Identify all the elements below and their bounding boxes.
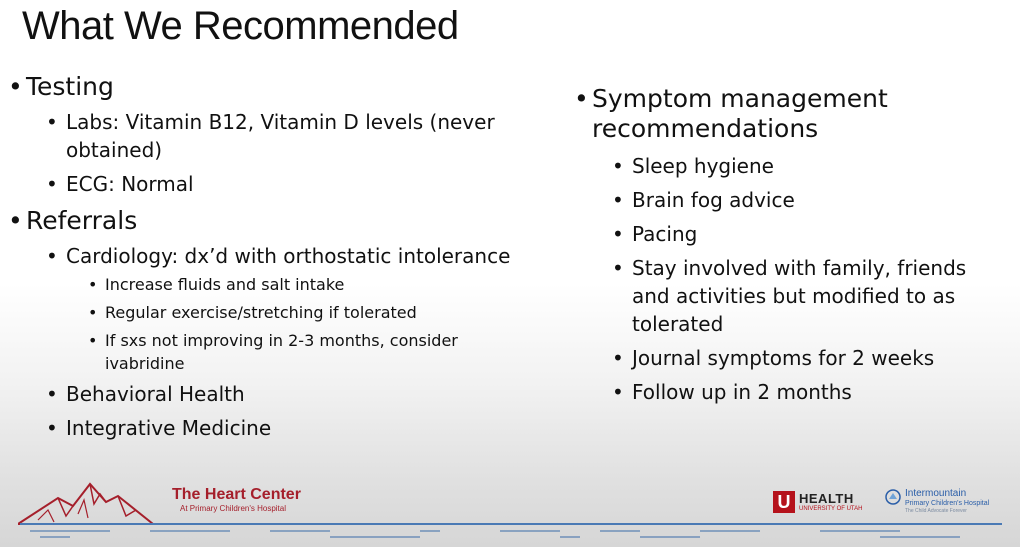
bullet-referrals [8, 206, 548, 236]
list-item-text: ECG: Normal [66, 172, 194, 196]
heart-center-logo [172, 486, 301, 513]
bullet-dot: • [612, 154, 624, 178]
list-item [612, 220, 994, 248]
bullet-dot: • [574, 84, 589, 113]
bullet-dot: • [46, 110, 58, 134]
bullet-dot: • [612, 256, 624, 280]
bullet-dot: • [46, 382, 58, 406]
bullet-dot: • [46, 244, 58, 268]
uhealth-sub: UNIVERSITY OF UTAH [799, 505, 863, 512]
list-item-text: Cardiology: dx’d with orthostatic intolerance [66, 244, 511, 268]
bullet-symptom-management [574, 84, 904, 144]
list-item-text: Sleep hygiene [632, 154, 774, 178]
bullet-dot: • [88, 275, 98, 294]
heart-center-sub: At Primary Children's Hospital [180, 504, 287, 513]
right-column [574, 84, 994, 406]
bullet-dot: • [46, 172, 58, 196]
list-item-text: Journal symptoms for 2 weeks [632, 346, 935, 370]
bullet-dot: • [612, 222, 624, 246]
bullet-dot: • [612, 346, 624, 370]
intermountain-mark-icon [884, 488, 902, 506]
bullet-dot: • [612, 188, 624, 212]
list-item-text: Brain fog advice [632, 188, 795, 212]
sub-list-item [88, 329, 528, 375]
list-item [612, 152, 994, 180]
list-item-text: Behavioral Health [66, 382, 245, 406]
sub-list-item-text: If sxs not improving in 2-3 months, consider ivabridine [105, 331, 458, 373]
list-item-text: Follow up in 2 months [632, 380, 852, 404]
list-item [46, 380, 548, 408]
bullet-dot: • [8, 206, 23, 235]
intermountain-tagline: The Child Advocate Forever [905, 508, 967, 514]
bullet-dot: • [612, 380, 624, 404]
list-item-cardiology [46, 242, 548, 270]
list-item [612, 344, 994, 372]
list-item [46, 170, 548, 198]
mountain-logo-icon [18, 476, 178, 526]
bullet-label: Referrals [26, 206, 138, 235]
list-item [612, 254, 982, 338]
list-item-text: Labs: Vitamin B12, Vitamin D levels (never obtained) [66, 110, 495, 162]
heart-center-name: The Heart Center [172, 486, 301, 503]
list-item-text: Integrative Medicine [66, 416, 272, 440]
footer-decorative-lines [0, 528, 1020, 540]
sub-list-item-text: Increase fluids and salt intake [105, 275, 345, 294]
list-item [612, 186, 994, 214]
slide-title: What We Recommended [22, 4, 459, 48]
list-item [46, 414, 548, 442]
bullet-testing [8, 72, 548, 102]
intermountain-logo [884, 488, 989, 515]
u-block-icon: U [773, 491, 795, 513]
uhealth-name: HEALTH [799, 490, 854, 506]
footer-rule [20, 523, 1002, 525]
sub-list-item-text: Regular exercise/stretching if tolerated [105, 303, 417, 322]
sub-list-item [88, 273, 548, 296]
intermountain-name: Intermountain [905, 488, 967, 499]
sub-list-item [88, 301, 548, 324]
uhealth-logo [773, 489, 862, 515]
bullet-dot: • [88, 303, 98, 322]
list-item-text: Pacing [632, 222, 698, 246]
bullet-label: Symptom management recommendations [592, 84, 888, 143]
bullet-dot: • [46, 416, 58, 440]
list-item-text: Stay involved with family, friends and activities but modified to as tolerated [632, 256, 967, 336]
left-column [8, 72, 548, 442]
list-item [612, 378, 994, 406]
intermountain-sub: Primary Children's Hospital [905, 500, 990, 507]
bullet-label: Testing [26, 72, 114, 101]
bullet-dot: • [8, 72, 23, 101]
list-item [46, 108, 548, 164]
bullet-dot: • [88, 331, 98, 350]
